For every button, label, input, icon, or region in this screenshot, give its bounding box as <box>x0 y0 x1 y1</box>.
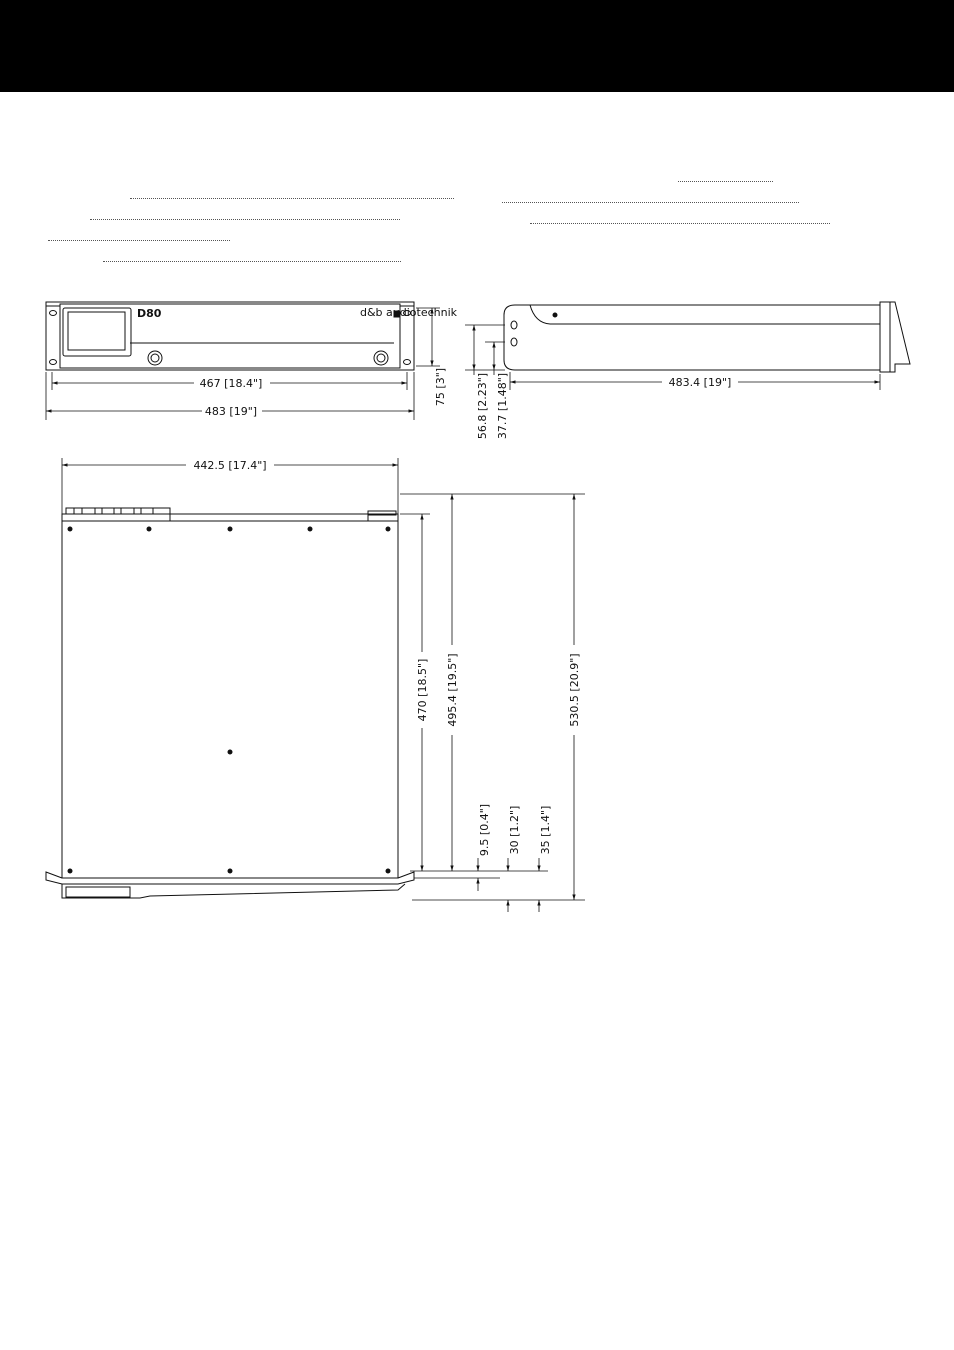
dim-offset-9: 9.5 [0.4"] <box>478 803 491 857</box>
encoder-knob <box>374 351 388 365</box>
side-chassis <box>504 305 880 370</box>
dim-outer-width: 483 [19"] <box>204 405 258 418</box>
dim-side-height-b: 37.7 [1.48"] <box>496 372 509 440</box>
top-chassis <box>62 514 398 878</box>
touch-display <box>68 312 125 350</box>
dim-height: 75 [3"] <box>434 367 447 407</box>
power-knob <box>148 351 162 365</box>
dim-depth-530: 530.5 [20.9"] <box>568 653 581 727</box>
top-screws <box>68 527 391 874</box>
side-screw <box>553 313 557 317</box>
rack-hole <box>404 360 411 365</box>
rack-hole <box>50 311 57 316</box>
side-hole <box>511 321 517 329</box>
front-handle <box>66 887 130 897</box>
dim-depth-470: 470 [18.5"] <box>416 658 429 722</box>
dim-side-length: 483.4 [19"] <box>668 376 732 389</box>
dim-offset-30: 30 [1.2"] <box>508 805 521 855</box>
dim-top-width: 442.5 [17.4"] <box>193 459 267 472</box>
dim-depth-495: 495.4 [19.5"] <box>446 653 459 727</box>
dim-side-height-a: 56.8 [2.23"] <box>476 372 489 440</box>
display-frame <box>63 308 131 356</box>
brand-label: d&b audiotechnik <box>360 306 458 319</box>
front-panel-inner <box>60 304 400 368</box>
model-label: D80 <box>137 307 162 320</box>
front-view <box>46 302 414 370</box>
dim-offset-35: 35 [1.4"] <box>539 805 552 855</box>
side-view <box>504 302 910 372</box>
side-rear-handle <box>880 302 910 372</box>
rack-hole <box>50 360 57 365</box>
side-hole <box>511 338 517 346</box>
dim-inner-width: 467 [18.4"] <box>199 377 263 390</box>
top-view <box>46 508 414 898</box>
